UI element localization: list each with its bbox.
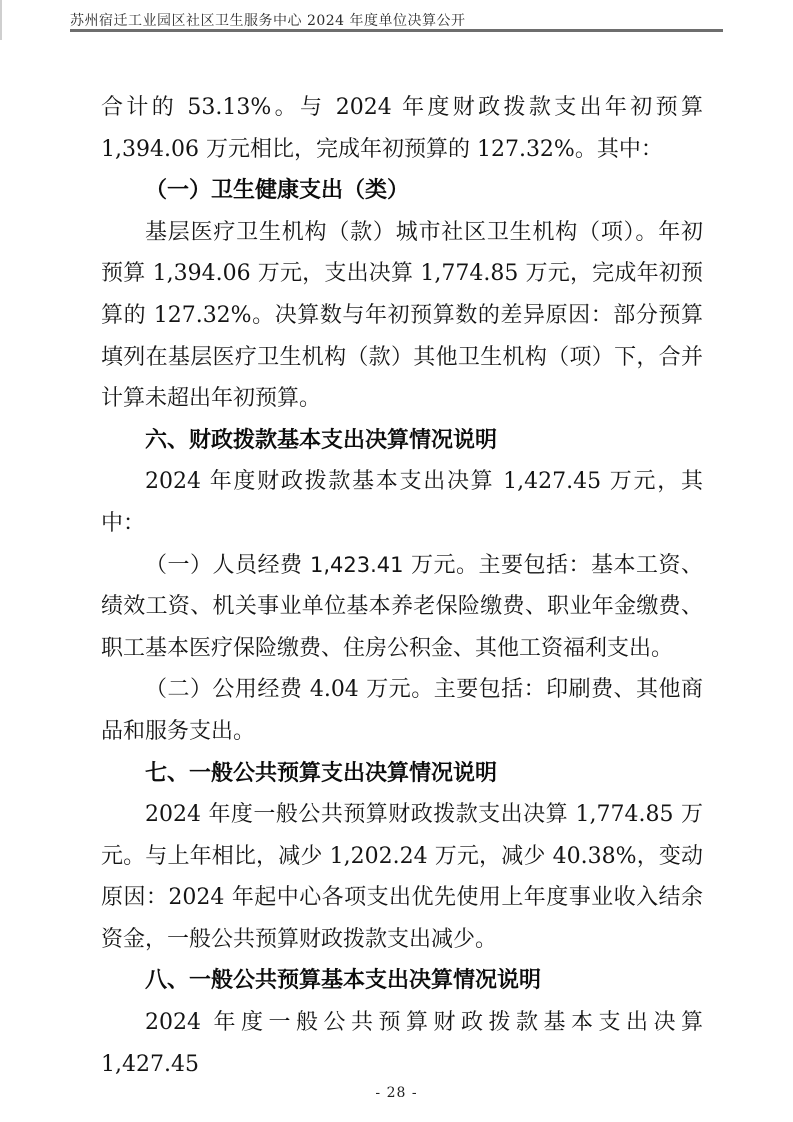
- scan-edge-artifact: [0, 0, 2, 40]
- page-header-title: 苏州宿迁工业园区社区卫生服务中心 2024 年度单位决算公开: [70, 13, 466, 29]
- paragraph-personnel-funds: [101, 545, 703, 670]
- paragraph-public-funds: （二）公用经费 4.04 万元。主要包括：印刷费、其他商品和服务支出。: [101, 677, 703, 744]
- personnel-funds-amount: 1,423.41: [310, 552, 404, 577]
- paragraph-basic-expenditure-total: 2024 年度财政拨款基本支出决算 1,427.45 万元，其中：: [101, 469, 703, 536]
- section-heading-eight: 八、一般公共预算基本支出决算情况说明: [145, 967, 542, 994]
- page-number: - 28 -: [375, 1085, 418, 1101]
- section-heading-seven: 七、一般公共预算支出决算情况说明: [145, 759, 498, 786]
- personnel-funds-prefix: （一）人员经费: [145, 552, 310, 578]
- paragraph-grassroots-medical: 基层医疗卫生机构（款）城市社区卫生机构（项）。年初预算 1,394.06 万元，支出决算 1,774.85 万元，完成年初预算的 127.32%。决算数与年初预算数的差异原因：部分预算填列在基层医疗卫生机构（款）其他卫生机构（项）下，合并计算未超出年初预算。: [101, 219, 703, 412]
- subsection-heading-health-expenditure: （一）卫生健康支出（类）: [145, 177, 410, 204]
- paragraph-general-budget-expenditure: 2024 年度一般公共预算财政拨款支出决算 1,774.85 万元。与上年相比，减少 1,202.24 万元，减少 40.38%，变动原因：2024 年起中心各项支出优先使用上年度事业收入结余资金，一般公共预算财政拨款支出减少。: [101, 802, 703, 952]
- paragraph-general-budget-basic: 2024 年度一般公共预算财政拨款基本支出决算 1,427.45: [101, 1010, 703, 1077]
- personnel-funds-suffix: 万元。主要包括：基本工资、绩效工资、机关事业单位基本养老保险缴费、职业年金缴费、职工基本医疗保险缴费、住房公积金、其他工资福利支出。: [101, 552, 704, 661]
- section-heading-six: 六、财政拨款基本支出决算情况说明: [145, 426, 498, 453]
- paragraph-continued: 合计的 53.13%。与 2024 年度财政拨款支出年初预算 1,394.06 万元相比，完成年初预算的 127.32%。其中：: [101, 95, 703, 162]
- header-rule: [70, 29, 723, 32]
- document-body: [101, 87, 703, 1085]
